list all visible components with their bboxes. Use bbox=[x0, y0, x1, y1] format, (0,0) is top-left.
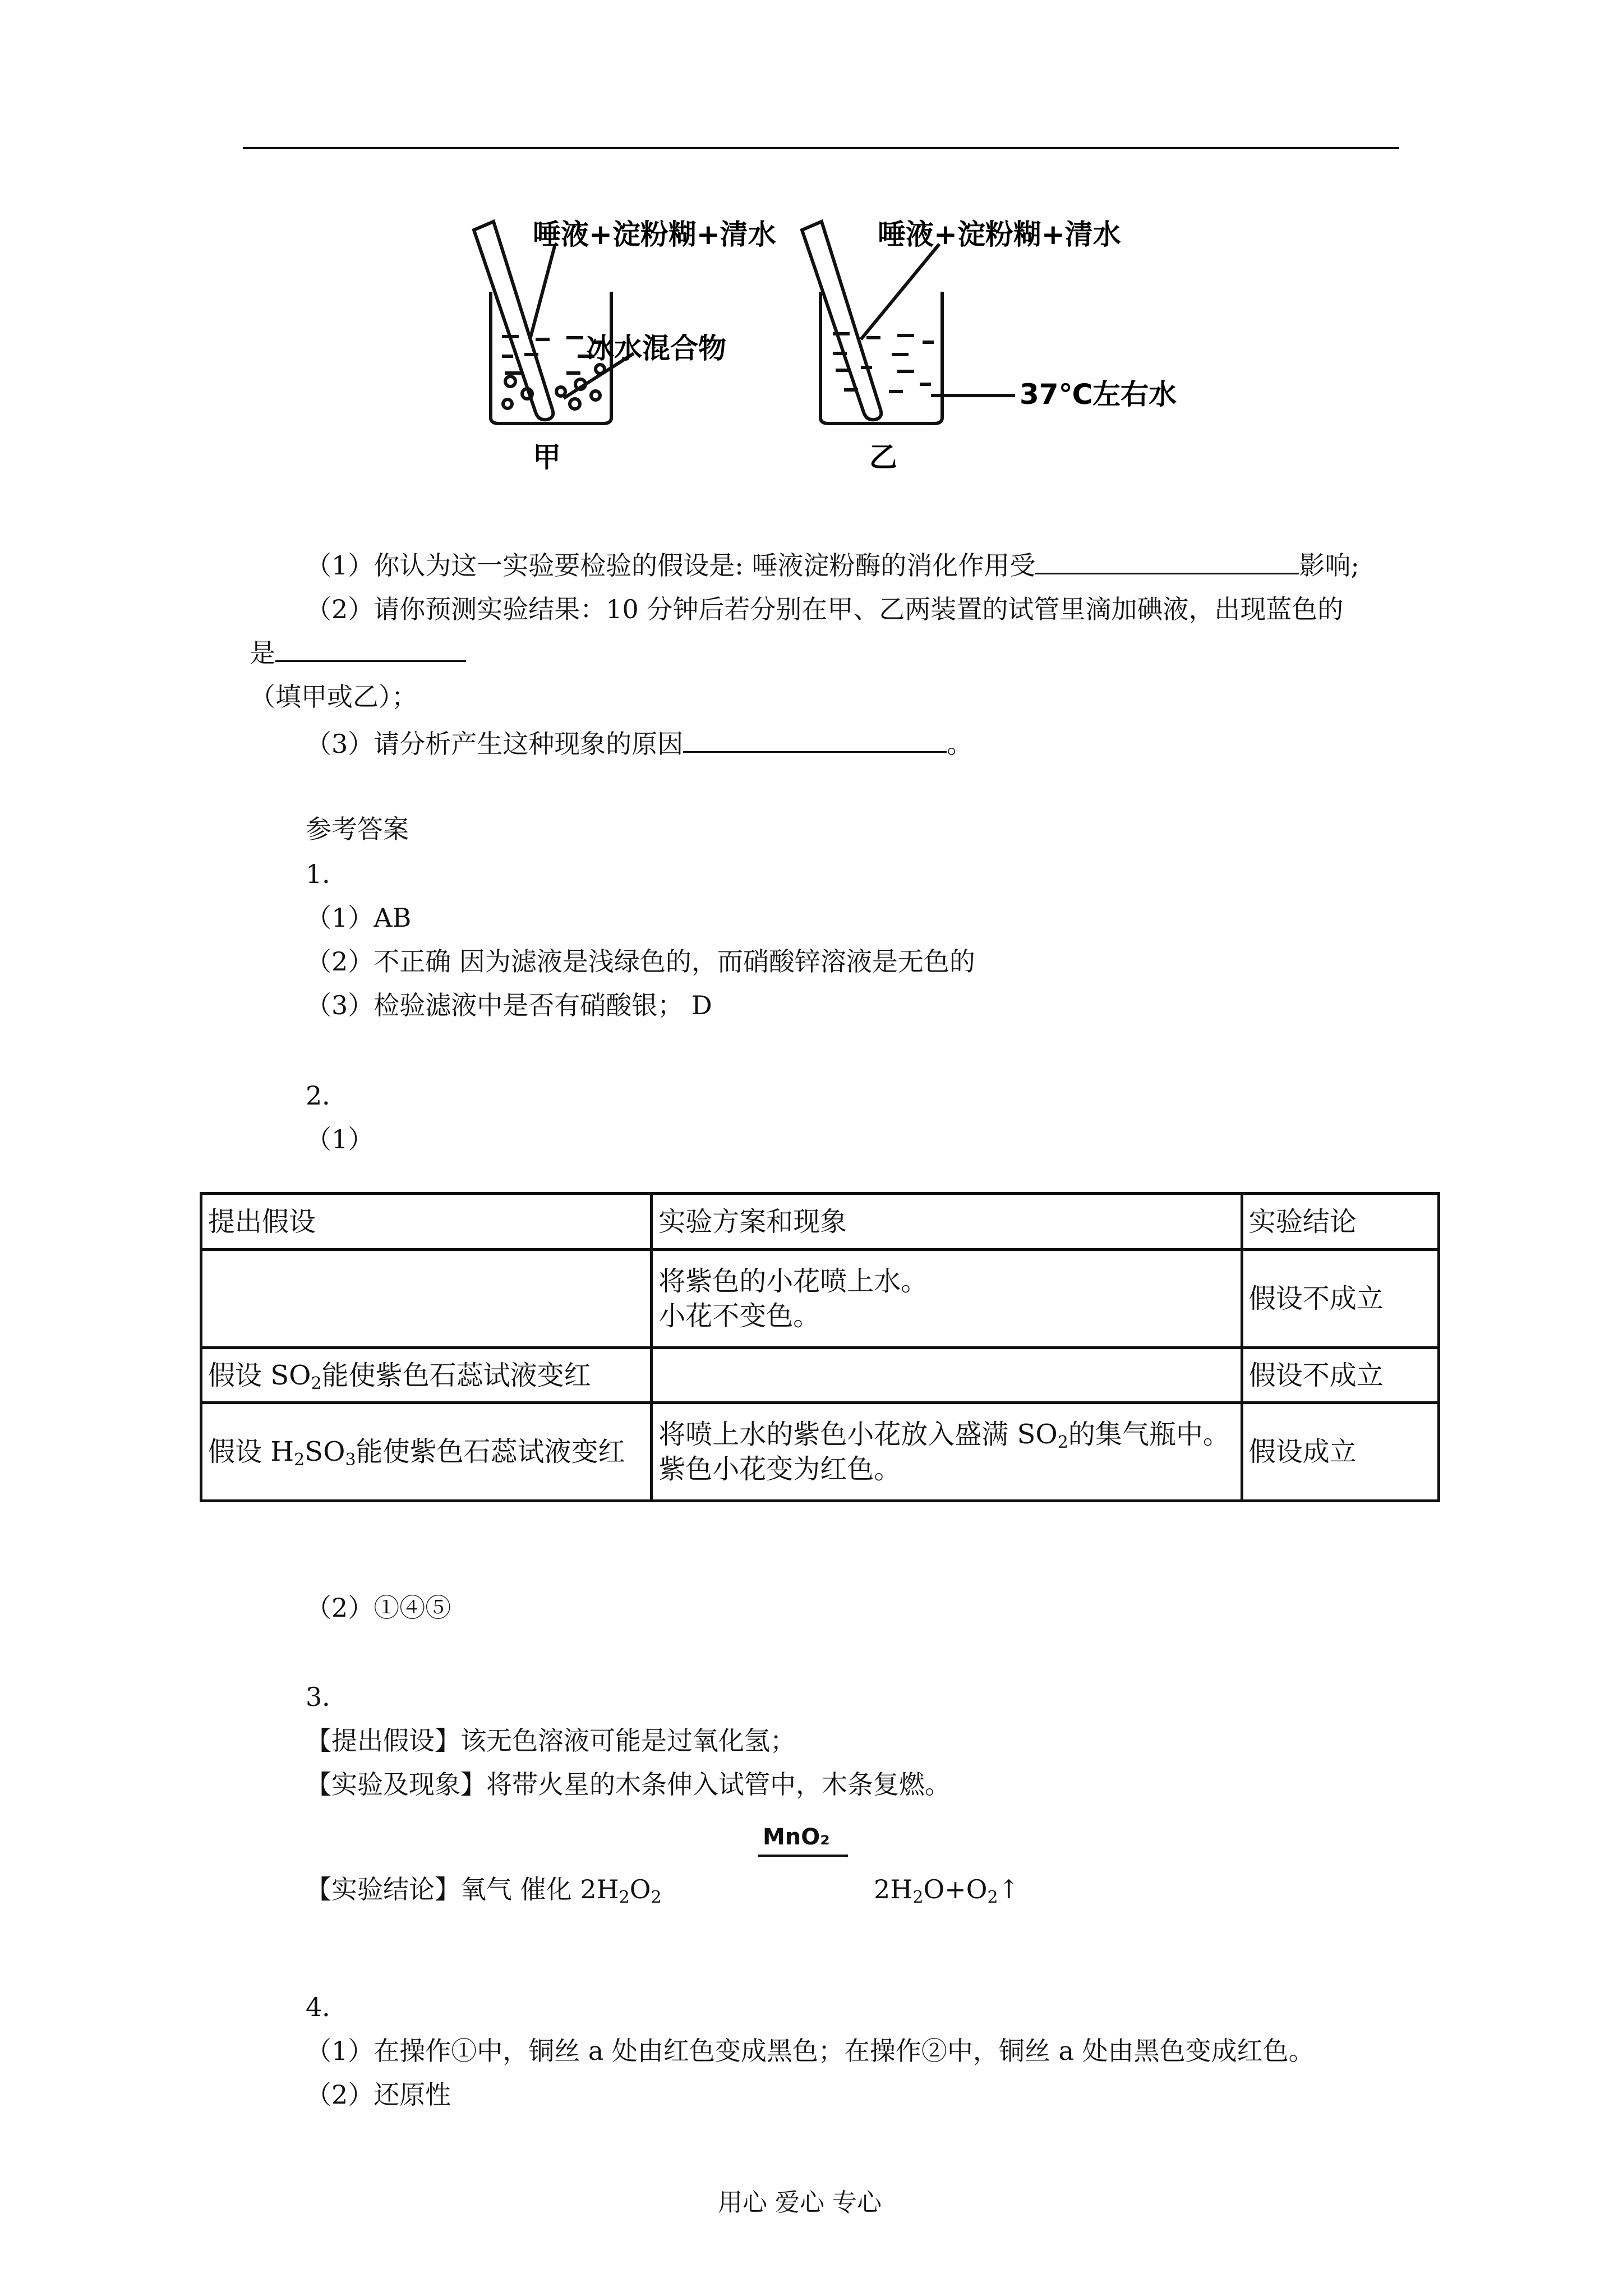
table-cell-method bbox=[652, 1403, 1242, 1501]
subscript: 2 bbox=[912, 1888, 924, 1907]
answer-2-part-1: （1） bbox=[306, 1124, 374, 1154]
table-row bbox=[201, 1403, 1439, 1501]
question-3 bbox=[306, 728, 972, 760]
table-cell-empty bbox=[201, 1250, 652, 1348]
question-2-prefix: 是 bbox=[250, 638, 275, 668]
answers-heading: 参考答案 bbox=[306, 814, 409, 844]
table-row bbox=[201, 1250, 1439, 1348]
hypothesis-text: 能使紫色石蕊试液变红 bbox=[321, 1359, 591, 1391]
beaker-diagram bbox=[449, 213, 1178, 494]
method-line: 的集气瓶中。 bbox=[1068, 1419, 1230, 1450]
answer-4-part-2: （2）还原性 bbox=[306, 2079, 451, 2110]
question-2-text: （2）请你预测实验结果：10 分钟后若分别在甲、乙两装置的试管里滴加碘液，出现蓝色的 bbox=[306, 594, 1344, 624]
hypothesis-text: SO bbox=[305, 1436, 345, 1467]
table-cell-conclusion: 假设不成立 bbox=[1242, 1348, 1438, 1403]
subscript: 2 bbox=[1057, 1433, 1068, 1452]
caption-jia: 甲 bbox=[533, 441, 561, 473]
answer-3-products bbox=[874, 1874, 1020, 1905]
answer-3-part-1: 【提出假设】该无色溶液可能是过氧化氢； bbox=[306, 1726, 796, 1756]
subscript: 2 bbox=[311, 1373, 322, 1393]
label-ice-water: 冰水混合物 bbox=[586, 332, 726, 365]
table-row bbox=[201, 1348, 1439, 1403]
answer-1-number: 1． bbox=[306, 859, 348, 889]
header-conclusion: 实验结论 bbox=[1242, 1194, 1438, 1250]
question-3-suffix: 。 bbox=[947, 729, 973, 759]
question-2-line3 bbox=[250, 681, 417, 712]
header-method: 实验方案和现象 bbox=[652, 1194, 1242, 1250]
answer-3-part-3 bbox=[306, 1874, 662, 1905]
catalyst-label bbox=[763, 1824, 830, 1850]
table-cell-conclusion: 假设不成立 bbox=[1242, 1250, 1438, 1348]
method-line: 将喷上水的紫色小花放入盛满 SO bbox=[658, 1419, 1058, 1450]
subscript: 2 bbox=[294, 1450, 305, 1470]
table-cell-hypothesis bbox=[201, 1403, 652, 1501]
question-1-suffix: 影响; bbox=[1299, 550, 1359, 581]
answer-4-part-1: （1）在操作①中，铜丝 a 处由红色变成黑色；在操作②中，铜丝 a 处由黑色变成红色。 bbox=[306, 2036, 1315, 2066]
question-3-text: （3）请分析产生这种现象的原因 bbox=[306, 729, 684, 759]
question-2-hint: （填甲或乙）； bbox=[250, 682, 417, 712]
question-1 bbox=[306, 550, 1359, 581]
answer-4-number: 4． bbox=[306, 1992, 348, 2022]
label-jia-top: 唾液+淀粉糊+清水 bbox=[533, 218, 776, 251]
answer-blank-3[interactable] bbox=[683, 729, 947, 753]
page-footer: 用心 爱心 专心 bbox=[718, 2188, 882, 2217]
question-1-text: （1）你认为这一实验要检验的假设是: 唾液淀粉酶的消化作用受 bbox=[306, 550, 1036, 581]
subscript: 2 bbox=[619, 1888, 630, 1907]
answer-1-part-1: （1）AB bbox=[306, 903, 412, 933]
method-line: 将紫色的小花喷上水。 bbox=[658, 1266, 928, 1297]
experiment-figure bbox=[449, 213, 1178, 494]
table-cell-method bbox=[652, 1250, 1242, 1348]
subscript: 2 bbox=[651, 1888, 662, 1907]
hypothesis-text: 假设 H bbox=[208, 1436, 294, 1467]
method-line: 紫色小花变为红色。 bbox=[658, 1453, 901, 1485]
method-line: 小花不变色。 bbox=[658, 1300, 820, 1332]
table-header-row bbox=[201, 1194, 1439, 1250]
formula-text: 2H bbox=[874, 1874, 913, 1904]
formula-text: O+O bbox=[923, 1874, 988, 1904]
table-cell-conclusion: 假设成立 bbox=[1242, 1403, 1438, 1501]
table-cell-hypothesis bbox=[201, 1348, 652, 1403]
caption-yi: 乙 bbox=[869, 441, 897, 473]
answer-3-number: 3． bbox=[306, 1682, 348, 1712]
hypothesis-text: 能使紫色石蕊试液变红 bbox=[356, 1436, 625, 1467]
subscript: 2 bbox=[987, 1888, 998, 1907]
formula-text: O bbox=[629, 1874, 651, 1904]
subscript: 3 bbox=[345, 1450, 356, 1470]
reaction-arrow-line bbox=[758, 1855, 848, 1857]
question-2-line2 bbox=[250, 637, 466, 669]
table-cell-empty bbox=[652, 1348, 1242, 1403]
header-rule bbox=[243, 147, 1399, 149]
question-2 bbox=[306, 593, 1343, 625]
answer-2-part-2: （2）①④⑤ bbox=[306, 1593, 451, 1623]
answer-blank-1[interactable] bbox=[1035, 550, 1299, 574]
label-yi-top: 唾液+淀粉糊+清水 bbox=[878, 218, 1121, 251]
answer-blank-2[interactable] bbox=[275, 638, 466, 662]
answer-2-number: 2． bbox=[306, 1080, 348, 1111]
answer-1-part-3: （3）检验滤液中是否有硝酸银； D bbox=[306, 990, 712, 1020]
hypothesis-table bbox=[200, 1192, 1440, 1502]
label-37-water: 37℃左右水 bbox=[1020, 378, 1177, 411]
answer-3-part-2: 【实验及现象】将带火星的木条伸入试管中，木条复燃。 bbox=[306, 1769, 951, 1800]
hypothesis-text: 假设 SO bbox=[208, 1359, 311, 1391]
conclusion-text: 【实验结论】氧气 催化 2H bbox=[306, 1874, 619, 1904]
gas-arrow: ↑ bbox=[998, 1874, 1020, 1904]
answer-1-part-2: （2）不正确 因为滤液是浅绿色的，而硝酸锌溶液是无色的 bbox=[306, 946, 975, 977]
catalyst-text: MnO₂ bbox=[763, 1824, 830, 1850]
header-hypothesis: 提出假设 bbox=[201, 1194, 652, 1250]
